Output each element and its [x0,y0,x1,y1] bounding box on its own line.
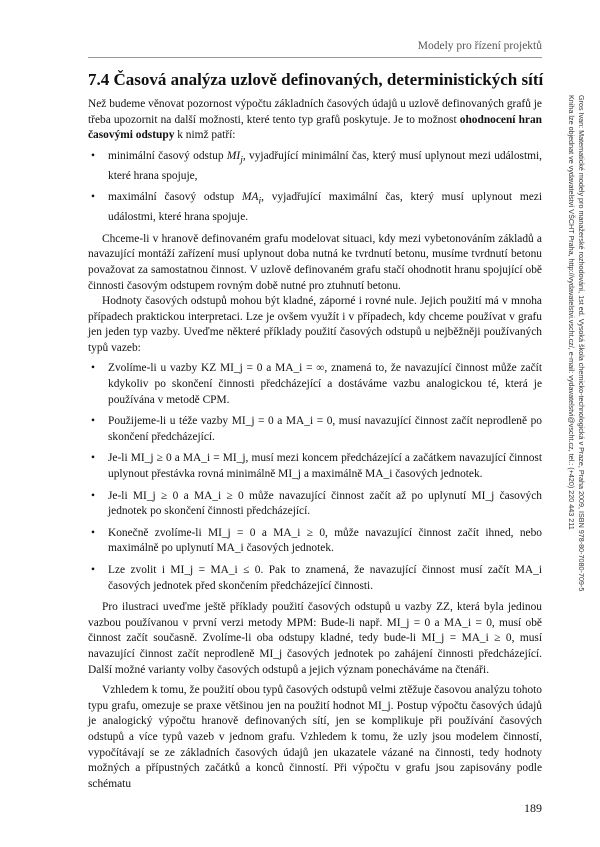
bullet-icon: • [91,452,95,465]
list-item [88,526,542,557]
item-text: Je-li MI_j ≥ 0 a MA_i = MI_j, musí mezi koncem předcházející a začátkem navazující činnost uplynout přestávka rovná minimálně MI_j a maximálně MA_i časových jednotek. [108,452,542,481]
bullet-list-examples [88,361,542,594]
header-rule [88,57,542,58]
section-title: 7.4 Časová analýza uzlově definovaných, deterministických sítí [88,70,544,89]
item-text: Konečně zvolíme-li MI_j = 0 a MA_i ≥ 0, může navazující činnost začít ihned, nebo maximálně po uplynutí MA_i časových jednotek. [108,526,542,555]
copyright-sidebar [560,95,586,775]
bullet-icon: • [91,489,95,502]
item-text: Je-li MI_j ≥ 0 a MA_i ≥ 0 může navazující činnost začít až po uplynutí MI_j časových jednotek po skončení činnosti předcházející. [108,489,542,518]
list-item [88,563,542,594]
list-item [88,190,542,225]
list-item [88,149,542,184]
sidebar-line-1: Gros Ivan: Matematické modely pro manažerské rozhodování, 1st ed. Vysoká škola chemicko-technologická v Praze, Praha 2009, ISBN 978-80-7080-709-5 [577,95,586,592]
item-text: , vyjadřující maximální čas, který musí uplynout mezi událostmi, které hrana spojuje. [108,191,542,224]
intro-text-a: Než budeme věnovat pozornost výpočtu základních časových údajů u uzlově definovaných grafů je třeba upozornit na další možnosti, které tento typ grafů poskytuje. Je to možnost [88,98,542,126]
var-sub: j [240,155,243,166]
bullet-icon: • [91,415,95,428]
bullet-icon: • [91,564,95,576]
bullet-icon: • [91,362,95,375]
intro-text-b: k nimž patří: [174,129,236,142]
item-text: minimální časový odstup [108,149,227,162]
bullet-icon: • [91,149,95,162]
list-item [88,414,542,445]
var-sub: i [258,196,262,207]
intro-bold: ohodnocení hran časovými odstupy [88,113,542,142]
item-text: Lze zvolit i MI_j = MA_i ≤ 0. Pak to znamená, že navazující činnost musí začít MA_i časových jednotek před skončením předcházející činnosti. [108,564,542,592]
paragraph-2: Chceme-li v hranově definovaném grafu modelovat situaci, kdy mezi vybetonováním základů a navazující montáží zařízení musí uplynout doba nutná ke tvrdnutí betonu, musíme tvrdnutí betonu považovat za samostatnou činnost. V uzlově definovaném grafu stačí ohodnotit hranu spojující obě činnosti časovým odstupem rovným době nutné pro ztuhnutí betonu. [88,232,542,292]
paragraph-4: Pro ilustraci uveďme ještě příklady použití časových odstupů u vazby ZZ, která byla jedinou vazbou používanou v první verzi metody MPM: Bude-li např. MI_j = 0 a MA_i = 0, musí obě činnost začít současně. Zvolíme-li oba odstupy kladné, tedy bude-li MI_j = MA_i ≥ 0, musí navazující činnost začít neprodleně MI_j časových jednotek po zahájení činnosti předcházející. Další možné varianty volby časových odstupů a jejich význam ponecháváme na čtenáři. [88,601,542,676]
bullet-icon: • [91,526,95,539]
main-text [88,97,542,792]
item-text: , vyjadřující minimální čas, který musí uplynout mezi událostmi, které hrana spojuje, [108,149,542,182]
list-item [88,361,542,408]
var: MI [226,149,241,162]
bullet-list-offsets [88,149,542,226]
list-item [88,489,542,520]
bullet-icon: • [91,191,95,204]
var: MA [242,191,259,204]
sidebar-line-2: Kniha lze objednat ve vydavatelství VŠCHT Praha, http://vydavatelstvi.vscht.cz/, e-mail: vydavatelstvi@vscht.cz, tel.: (+420) 220 443 211 [567,95,576,530]
paragraph-3: Hodnoty časových odstupů mohou být kladné, záporné i rovné nule. Jejich použití má v mnoha případech praktickou interpretaci. Lze je ovšem využít i v případech, kdy chceme používat v grafu jen jeden typ vazby. Uveďme některé příklady použití časových odstupů u nejběžněji používaných typů vazeb: [88,295,542,354]
item-text: Zvolíme-li u vazby KZ MI_j = 0 a MA_i = ∞, znamená to, že navazující činnost může začít kdykoliv po skončení činnosti předcházející a dostáváme vazbu analogickou té, která je používána v metodě CPM. [108,362,542,406]
list-item [88,451,542,482]
paragraph-intro [88,97,542,144]
paragraph-5: Vzhledem k tomu, že použití obou typů časových odstupů velmi ztěžuje časovou analýzu tohoto typu grafu, omezuje se praxe většinou jen na použití hodnot MI_j. Postup výpočtu časových údajů je analogický výpočtu hranově definovaných sítí, jen se komplikuje při používání časových odstupů a více typů vazeb v jednom grafu. Vzhledem k tomu, že uzly jsou modelem činností, vypočítávají se ze základních časových údajů jen ukazatele vázané na činnosti, tedy hodnoty možných a přípustných začátků a konců činností. Při výpočtu v grafu jsou zapisovány podle schématu [88,684,542,790]
item-text: maximální časový odstup [108,191,243,204]
page-number: 189 [524,801,542,815]
running-header: Modely pro řízení projektů [417,40,542,52]
item-text: Použijeme-li u téže vazby MI_j = 0 a MA_i = 0, musí navazující činnost začít neprodleně po skončení předcházející. [108,415,542,443]
